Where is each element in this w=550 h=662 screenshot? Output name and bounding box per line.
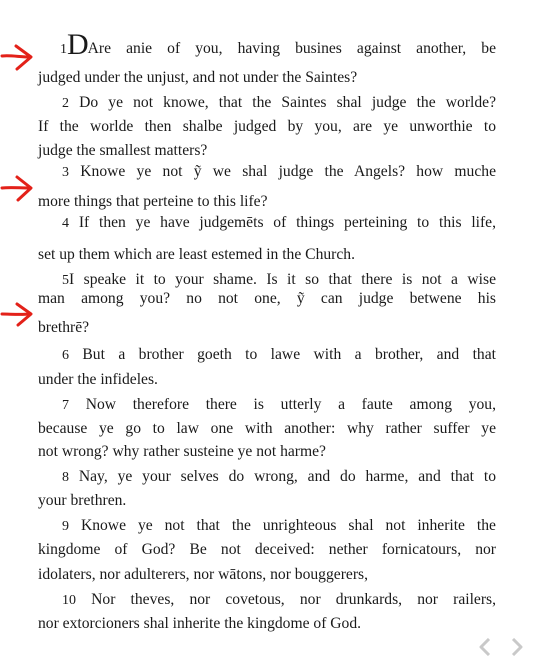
text-line: kingdome of God? Be not deceived: nether fornicatours, nor: [38, 541, 496, 558]
text-line: [38, 516, 496, 537]
text-line: nor extorcioners shal inherite the kingdome of God.: [38, 615, 362, 632]
verse-text: If then ye have judgemēts of things perteining to this life,: [78, 214, 496, 231]
text-line: If the worlde then shalbe judged by you, are ye unworthie to: [38, 118, 496, 135]
text-line: [38, 270, 496, 291]
red-arrow-icon: [0, 172, 36, 204]
chevron-left-icon[interactable]: [478, 638, 492, 656]
drop-cap: D: [67, 28, 88, 61]
verse-number: 8: [62, 470, 69, 485]
verse-text: Now therefore there is utterly a faute among you,: [85, 396, 496, 413]
verse-number: 6: [62, 348, 69, 363]
text-line: brethrē?: [38, 319, 90, 336]
red-arrow-icon: [0, 42, 36, 74]
text-line: [38, 213, 496, 234]
chevron-right-icon[interactable]: [510, 638, 524, 656]
text-line: because ye go to law one with another: why rather suffer ye: [38, 420, 496, 437]
verse-text: Knowe ye not that the unrighteous shal not inherite the: [80, 517, 496, 534]
verse-text: Knowe ye not ỹ we shal judge the Angels? how muche: [80, 163, 496, 180]
verse-number: 5: [62, 273, 69, 288]
text-line: [38, 590, 496, 611]
verse-text: But a brother goeth to lawe with a brother, and that: [82, 346, 496, 363]
verse-number: 2: [62, 96, 69, 111]
text-line: [38, 93, 496, 114]
verse-text: Nor theves, nor covetous, nor drunkards, nor railers,: [91, 591, 496, 608]
text-line: set up them which are least estemed in the Church.: [38, 246, 355, 263]
text-line: judge the smallest matters?: [38, 142, 208, 159]
text-line: more things that perteine to this life?: [38, 193, 268, 210]
verse-text: Nay, ye your selves do wrong, and do harme, and that to: [78, 468, 496, 485]
verse-number: 3: [62, 165, 69, 180]
text-line: judged under the unjust, and not under the Saintes?: [38, 69, 358, 86]
verse-number: 9: [62, 519, 69, 534]
text-line: man among you? no not one, ỹ can judge betwene his: [38, 290, 496, 307]
text-line: [38, 395, 496, 416]
text-line: [38, 467, 496, 488]
verse-text: Are anie of you, having busines against another, be: [87, 40, 496, 57]
verse-number: 10: [62, 593, 76, 608]
text-line: under the infideles.: [38, 371, 158, 388]
verse-text: Do ye not knowe, that the Saintes shal judge the worlde?: [79, 94, 496, 111]
verse-text: I speake it to your shame. Is it so that there is not a wise: [69, 271, 496, 288]
text-line: idolaters, nor adulterers, nor wātons, nor bouggerers,: [38, 566, 368, 583]
text-line: [38, 345, 496, 366]
text-line: your brethren.: [38, 492, 127, 509]
verse-number: 4: [62, 216, 69, 231]
text-line: not wrong? why rather susteine ye not harme?: [38, 443, 326, 460]
red-arrow-icon: [0, 298, 36, 330]
verse-number: 1: [60, 42, 67, 57]
text-line: [38, 162, 496, 183]
text-line: [38, 28, 496, 61]
verse-number: 7: [62, 398, 69, 413]
